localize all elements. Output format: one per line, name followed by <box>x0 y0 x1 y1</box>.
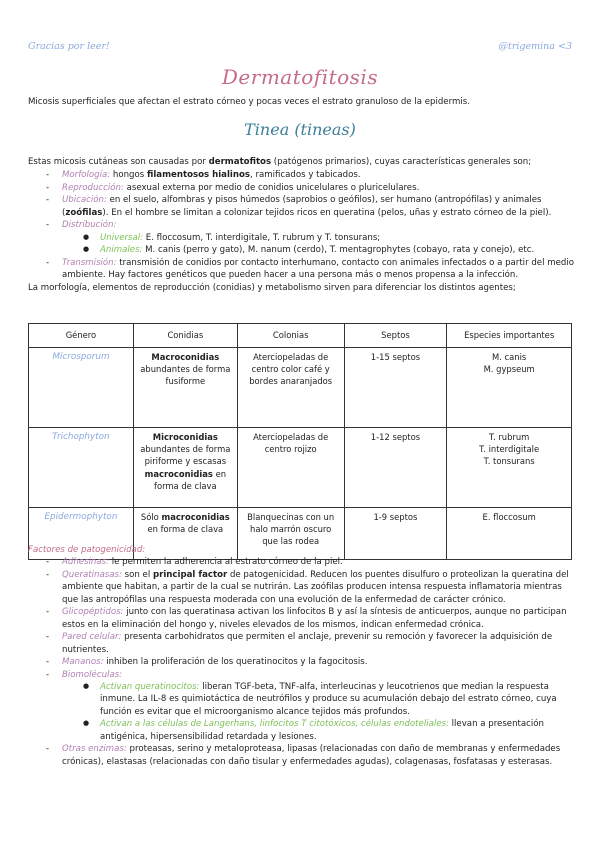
list-item: - Morfología: hongos filamentosos hialinos, ramificados y tabicados. <box>28 169 576 181</box>
list-item: - Queratinasas: son el principal factor de patogenicidad. Reducen los puentes disulfuro o proteolizan la queratina del ambiente que habitan, a partir de la cual se nutrirán. Las zoófilas producen intensa respuesta inflamatoria mientras que las antropófilas una respuesta moderada con una evolución de la enfermedad de carácter crónico. <box>28 569 576 606</box>
table-header: Colonias <box>237 324 344 348</box>
list-item: ● Universal: E. floccosum, T. interdigitale, T. rubrum y T. tonsurans; <box>28 232 576 244</box>
table-row <box>29 348 572 428</box>
list-item: ● Activan queratinocitos: liberan TGF-beta, TNF-alfa, interleucinas y leucotrienos que median la respuesta inmune. La IL-8 es quimiotáctica de neutrófilos y produce su acumulación debajo del estrato córneo, cuya función es evitar que el microorganismo alcance tejidos más profundos. <box>28 681 576 718</box>
species-cell: T. rubrum T. interdigitale T. tonsurans <box>447 428 572 508</box>
list-item: - Mananos: inhiben la proliferación de los queratinocitos y la fagocitosis. <box>28 656 576 668</box>
species-cell: E. floccosum <box>447 508 572 560</box>
conidia-cell: Microconidias abundantes de forma piriforme y escasas macroconidias en forma de clava <box>133 428 237 508</box>
header-right-handle: @trigemina <3 <box>498 41 572 52</box>
colonies-cell: Aterciopeladas de centro rojizo <box>237 428 344 508</box>
factors-list <box>28 556 576 768</box>
biomolecules-list <box>28 681 576 743</box>
colonies-cell: Aterciopeladas de centro color café y bordes anaranjados <box>237 348 344 428</box>
header-left-note: Gracias por leer! <box>28 41 110 52</box>
septa-cell: 1-15 septos <box>344 348 447 428</box>
list-item: - Distribución: ● Universal: E. floccosum, T. interdigitale, T. rubrum y T. tonsurans; ● Animales: M. canis (perro y gato), M. nanum (cerdo), T. mentagrophytes (cobayo, rata y conejo), etc. <box>28 219 576 256</box>
table-header: Conidias <box>133 324 237 348</box>
list-item: - Adhesinas: le permiten la adherencia al estrato córneo de la piel. <box>28 556 576 568</box>
conidia-cell: Macroconidias abundantes de forma fusiforme <box>133 348 237 428</box>
colonies-cell: Blanquecinas con un halo marrón oscuro que las rodea <box>237 508 344 560</box>
page-title: Dermatofitosis <box>221 65 379 89</box>
list-item: - Transmisión: transmisión de conidios por contacto interhumano, contacto con animales infectados o a partir del medio ambiente. Hay factores genéticos que pueden hacer a una persona más o menos propensa a la infección. <box>28 257 576 282</box>
list-item: - Glicopéptidos: junto con las queratinasa activan los linfocitos B y así la síntesis de anticuerpos, aunque no participan estos en la eliminación del hongo y, niveles elevados de los mismos, indican enfermedad crónica. <box>28 606 576 631</box>
septa-cell: 1-9 septos <box>344 508 447 560</box>
table-header-row <box>29 324 572 348</box>
genus-cell: Microsporum <box>29 348 134 428</box>
characteristics-lead: Estas micosis cutáneas son causadas por dermatofitos (patógenos primarios), cuyas características generales son; <box>28 157 532 167</box>
list-item: - Biomoléculas: ● Activan queratinocitos: liberan TGF-beta, TNF-alfa, interleucinas y leucotrienos que median la respuesta inmune. La IL-8 es quimiotáctica de neutrófilos y produce su acumulación debajo del estrato córneo, cuya función es evitar que el microorganismo alcance tejidos más profundos. ● Activan a las células de Langerhans, linfocitos T citotóxicos, células endoteliales: llevan a presentación antigénica, hipersensibilidad retardada y lesiones. <box>28 669 576 744</box>
list-item: - Pared celular: presenta carbohidratos que permiten el anclaje, prevenir su remoción y favorecer la adquisición de nutrientes. <box>28 631 576 656</box>
genus-cell: Trichophyton <box>29 428 134 508</box>
list-item: - Otras enzimas: proteasas, serino y metaloproteasa, lipasas (relacionadas con daño de membranas y enfermedades crónicas), elastasas (relacionadas con daño tisular y enfermedades agudas), colagenasas, fosfatasas y esterasas. <box>28 743 576 768</box>
genus-cell: Epidermophyton <box>29 508 134 560</box>
section-subtitle: Tinea (tineas) <box>244 120 356 139</box>
table-header: Septos <box>344 324 447 348</box>
intro-text: Micosis superficiales que afectan el estrato córneo y pocas veces el estrato granuloso de la epidermis. <box>28 97 470 107</box>
list-item: - Reproducción: asexual externa por medio de conidios unicelulares o pluricelulares. <box>28 182 576 194</box>
conidia-cell: Sólo macroconidias en forma de clava <box>133 508 237 560</box>
general-characteristics <box>28 156 576 294</box>
table-header: Género <box>29 324 134 348</box>
pathogenicity-factors <box>28 544 576 768</box>
table-intro: La morfología, elementos de reproducción (conidias) y metabolismo sirven para diferenciar los distintos agentes; <box>28 282 516 293</box>
list-item: - Ubicación: en el suelo, alfombras y pisos húmedos (saprobios o geófilos), ser humano (antropófilas) y animales (zoófilas). En el hombre se limitan a colonizar tejidos ricos en queratina (pelos, uñas y estrato córneo de la piel). <box>28 194 576 219</box>
list-item: ● Activan a las células de Langerhans, linfocitos T citotóxicos, células endoteliales: llevan a presentación antigénica, hipersensibilidad retardada y lesiones. <box>28 718 576 743</box>
septa-cell: 1-12 septos <box>344 428 447 508</box>
distribution-list <box>28 232 576 257</box>
table-row <box>29 428 572 508</box>
list-item: ● Animales: M. canis (perro y gato), M. nanum (cerdo), T. mentagrophytes (cobayo, rata y conejo), etc. <box>28 244 576 256</box>
genus-table <box>28 323 572 560</box>
species-cell: M. canis M. gypseum <box>447 348 572 428</box>
characteristics-list <box>28 169 576 281</box>
table-header: Especies importantes <box>447 324 572 348</box>
factors-heading: Factores de patogenicidad: <box>28 545 146 555</box>
